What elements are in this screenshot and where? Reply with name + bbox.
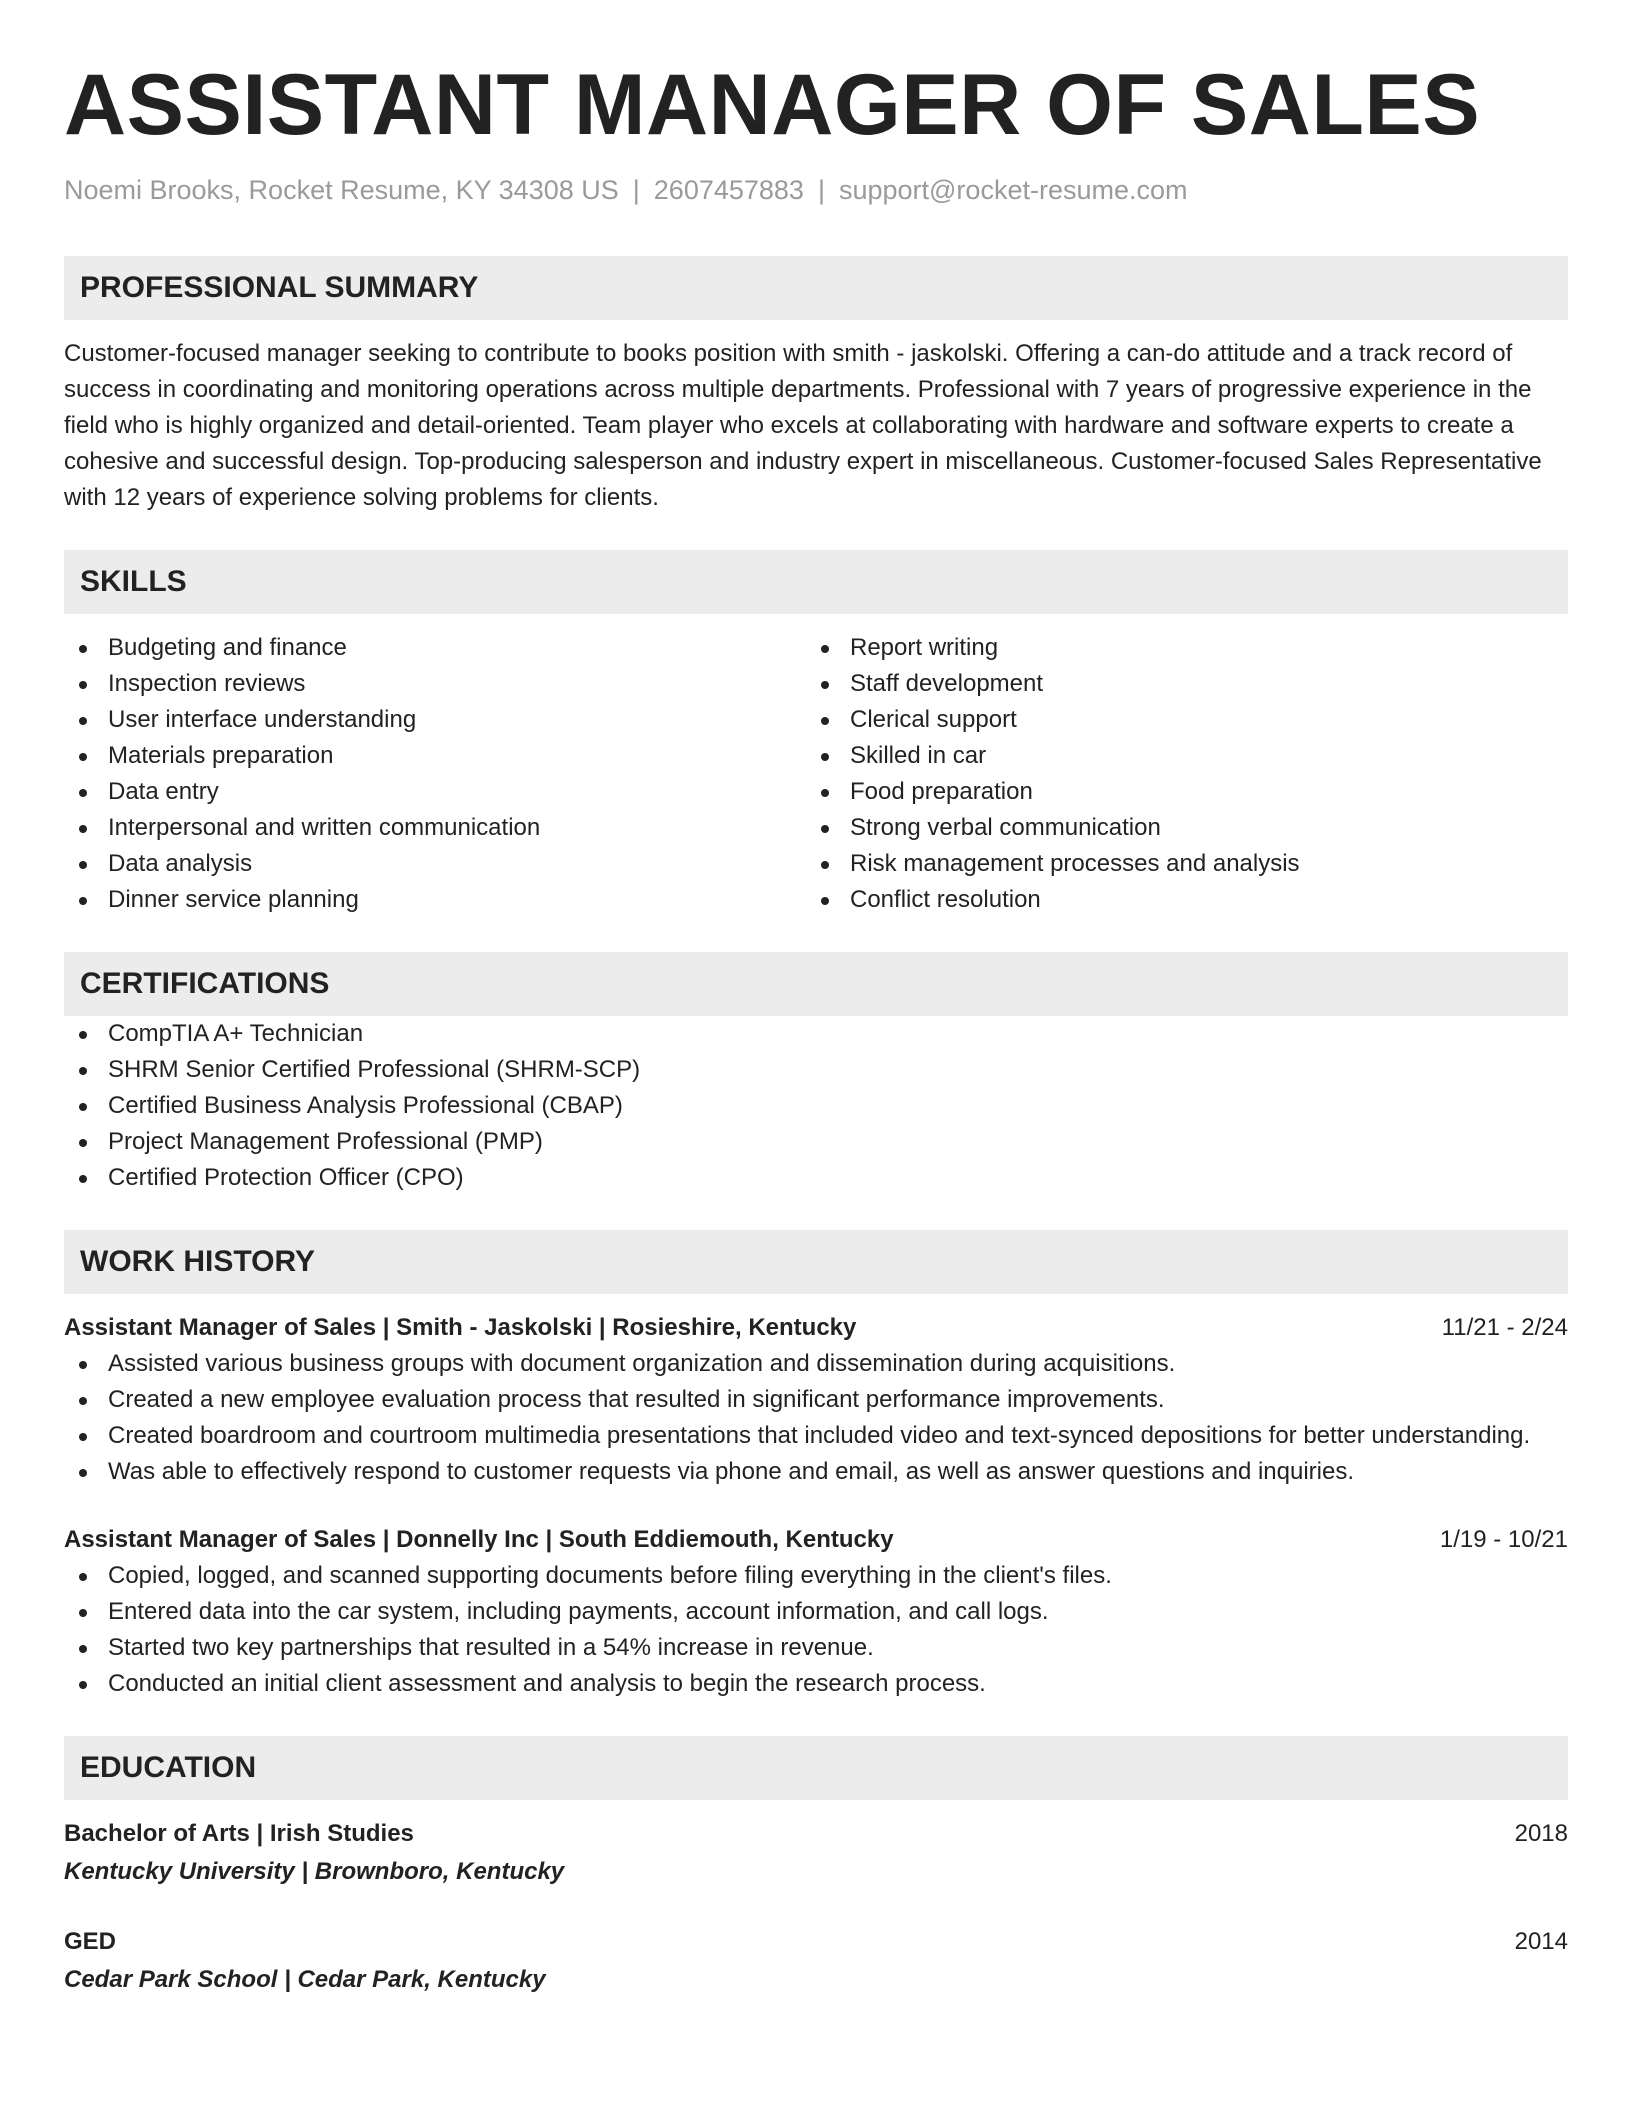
- skills-list: [64, 630, 1568, 918]
- job-duty: Created a new employee evaluation process that resulted in significant performance improvements.: [64, 1382, 1568, 1418]
- skill-item: Risk management processes and analysis: [806, 846, 1548, 882]
- certification-item: Certified Protection Officer (CPO): [64, 1160, 1568, 1196]
- job-duty: Started two key partnerships that resulted in a 54% increase in revenue.: [64, 1630, 1568, 1666]
- skill-item: Report writing: [806, 630, 1548, 666]
- job-dates: 11/21 - 2/24: [1441, 1314, 1568, 1342]
- resume-title: ASSISTANT MANAGER OF SALES: [64, 57, 1481, 153]
- job-duty: Assisted various business groups with document organization and dissemination during acquisitions.: [64, 1346, 1568, 1382]
- skill-item: Data entry: [64, 774, 806, 810]
- job-duty: Conducted an initial client assessment and analysis to begin the research process.: [64, 1666, 1568, 1702]
- job-duties-list: [64, 1346, 1568, 1490]
- contact-separator: |: [817, 175, 825, 205]
- education-year: 2018: [1514, 1820, 1568, 1848]
- job-duty: Was able to effectively respond to customer requests via phone and email, as well as answer questions and inquiries.: [64, 1454, 1568, 1490]
- skills-heading: SKILLS: [64, 550, 1568, 614]
- education-school: Cedar Park School | Cedar Park, Kentucky: [64, 1966, 546, 1994]
- job-duty: Created boardroom and courtroom multimedia presentations that included video and text-synced depositions for better understanding.: [64, 1418, 1568, 1454]
- certifications-list: [64, 1016, 1568, 1196]
- skill-item: Food preparation: [806, 774, 1548, 810]
- skill-item: User interface understanding: [64, 702, 806, 738]
- job-dates: 1/19 - 10/21: [1439, 1526, 1568, 1554]
- job-entry: [64, 1310, 1568, 1490]
- education-degree: GED: [64, 1928, 117, 1956]
- job-duty: Copied, logged, and scanned supporting documents before filing everything in the client's files.: [64, 1558, 1568, 1594]
- job-duty: Entered data into the car system, including payments, account information, and call logs.: [64, 1594, 1568, 1630]
- skill-item: Data analysis: [64, 846, 806, 882]
- skill-item: Skilled in car: [806, 738, 1548, 774]
- education-heading: EDUCATION: [64, 1736, 1568, 1800]
- summary-text: Customer-focused manager seeking to contribute to books position with smith - jaskolski. Offering a can-do attitude and a track record of success in coordinating and monitoring operations across multiple departments. Professional with 7 years of progressive experience in the field who is highly organized and detail-oriented. Team player who excels at collaborating with hardware and software experts to create a cohesive and successful design. Top-producing salesperson and industry expert in miscellaneous. Customer-focused Sales Representative with 12 years of experience solving problems for clients.: [64, 340, 1542, 512]
- skill-item: Dinner service planning: [64, 882, 806, 918]
- skill-item: Strong verbal communication: [806, 810, 1548, 846]
- education-header: [64, 1816, 1568, 1852]
- skill-item: Inspection reviews: [64, 666, 806, 702]
- education-year: 2014: [1514, 1928, 1568, 1956]
- education-entry: [64, 1816, 1568, 1890]
- job-header: [64, 1522, 1568, 1558]
- contact-address: Noemi Brooks, Rocket Resume, KY 34308 US: [64, 175, 619, 205]
- job-title: Assistant Manager of Sales | Donnelly Inc | South Eddiemouth, Kentucky: [64, 1526, 894, 1554]
- skill-item: Conflict resolution: [806, 882, 1548, 918]
- certification-item: Project Management Professional (PMP): [64, 1124, 1568, 1160]
- education-header: [64, 1924, 1568, 1960]
- contact-line: [64, 174, 1568, 206]
- job-entry: [64, 1522, 1568, 1702]
- summary-heading: PROFESSIONAL SUMMARY: [64, 256, 1568, 320]
- skill-item: Materials preparation: [64, 738, 806, 774]
- certification-item: Certified Business Analysis Professional (CBAP): [64, 1088, 1568, 1124]
- certification-item: SHRM Senior Certified Professional (SHRM-SCP): [64, 1052, 1568, 1088]
- skill-item: Staff development: [806, 666, 1548, 702]
- contact-separator: |: [632, 175, 640, 205]
- job-title: Assistant Manager of Sales | Smith - Jaskolski | Rosieshire, Kentucky: [64, 1314, 857, 1342]
- job-header: [64, 1310, 1568, 1346]
- education-degree: Bachelor of Arts | Irish Studies: [64, 1820, 414, 1848]
- work-history-heading: WORK HISTORY: [64, 1230, 1568, 1294]
- education-entry: [64, 1924, 1568, 1998]
- job-duties-list: [64, 1558, 1568, 1702]
- certifications-heading: CERTIFICATIONS: [64, 952, 1568, 1016]
- skill-item: Clerical support: [806, 702, 1548, 738]
- education-school: Kentucky University | Brownboro, Kentucky: [64, 1858, 565, 1886]
- skill-item: Interpersonal and written communication: [64, 810, 806, 846]
- resume-page: [64, 56, 1568, 1998]
- skill-item: Budgeting and finance: [64, 630, 806, 666]
- certification-item: CompTIA A+ Technician: [64, 1016, 1568, 1052]
- skills-column-right: [806, 630, 1548, 918]
- skills-column-left: [64, 630, 806, 918]
- contact-email: support@rocket-resume.com: [838, 175, 1188, 205]
- contact-phone: 2607457883: [653, 175, 804, 205]
